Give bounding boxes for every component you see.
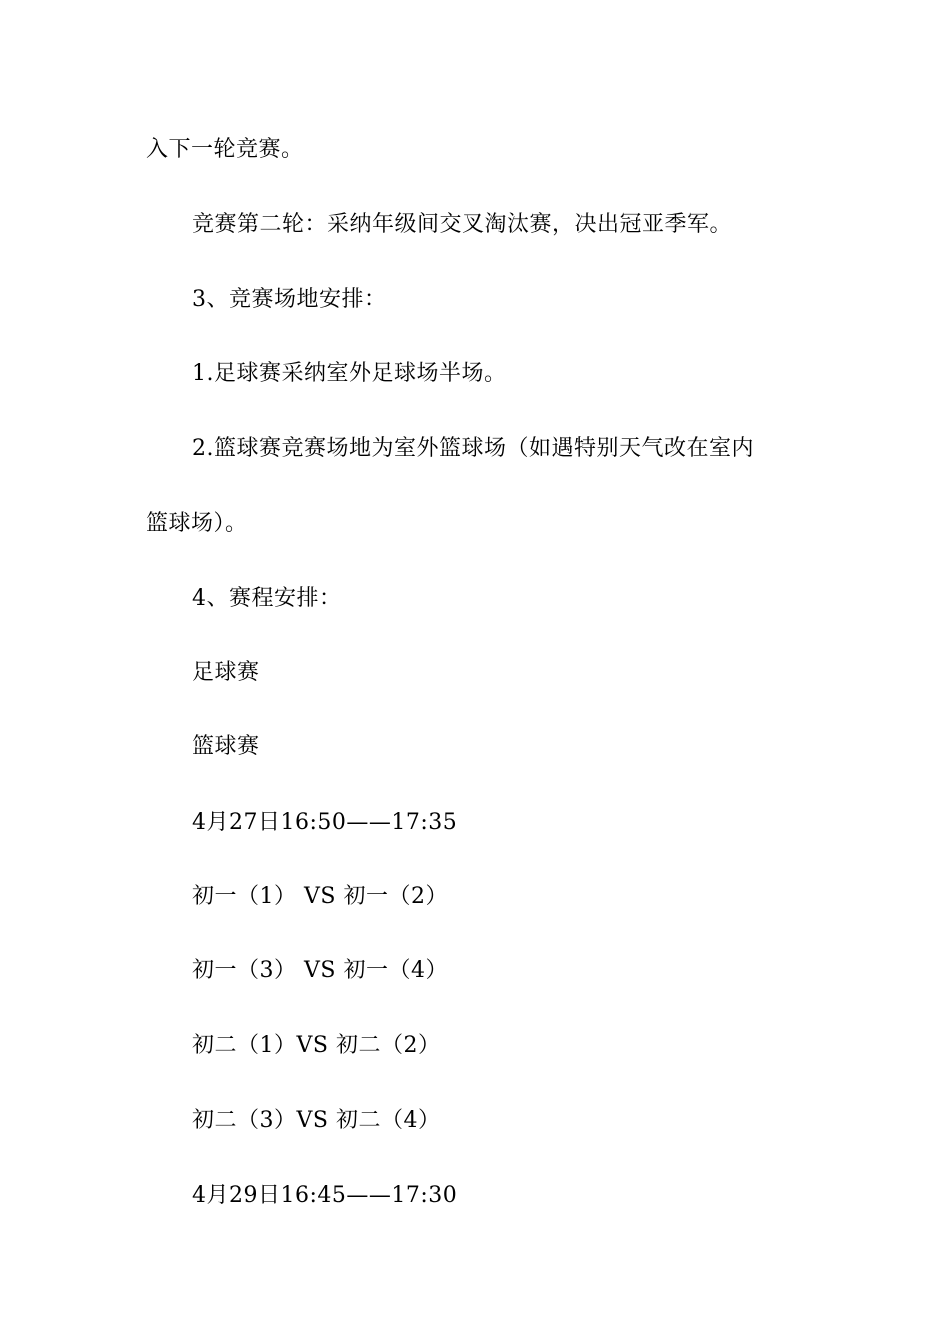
section-heading-venue: 3、竞赛场地安排： <box>192 287 387 312</box>
section-heading-schedule: 4、赛程安排： <box>192 586 342 611</box>
schedule-date-2: 4月29日16:45——17:30 <box>192 1183 458 1208</box>
match-row: 初二（3）VS 初二（4） <box>192 1108 441 1133</box>
venue-item-basketball: 2.篮球赛竞赛场地为室外篮球场（如遇特别天气改在室内 <box>192 436 754 461</box>
venue-item-basketball-cont: 篮球场）。 <box>146 511 248 536</box>
match-row: 初一（1） VS 初一（2） <box>192 884 448 909</box>
paragraph-round-two: 竞赛第二轮：采纳年级间交叉淘汰赛，决出冠亚季军。 <box>192 212 733 237</box>
schedule-label-football: 足球赛 <box>192 660 260 685</box>
schedule-label-basketball: 篮球赛 <box>192 734 260 759</box>
match-row: 初一（3） VS 初一（4） <box>192 958 448 983</box>
schedule-date-1: 4月27日16:50——17:35 <box>192 810 458 835</box>
paragraph-continuation: 入下一轮竞赛。 <box>146 137 304 162</box>
match-row: 初二（1）VS 初二（2） <box>192 1033 441 1058</box>
venue-item-football: 1.足球赛采纳室外足球场半场。 <box>192 361 507 386</box>
